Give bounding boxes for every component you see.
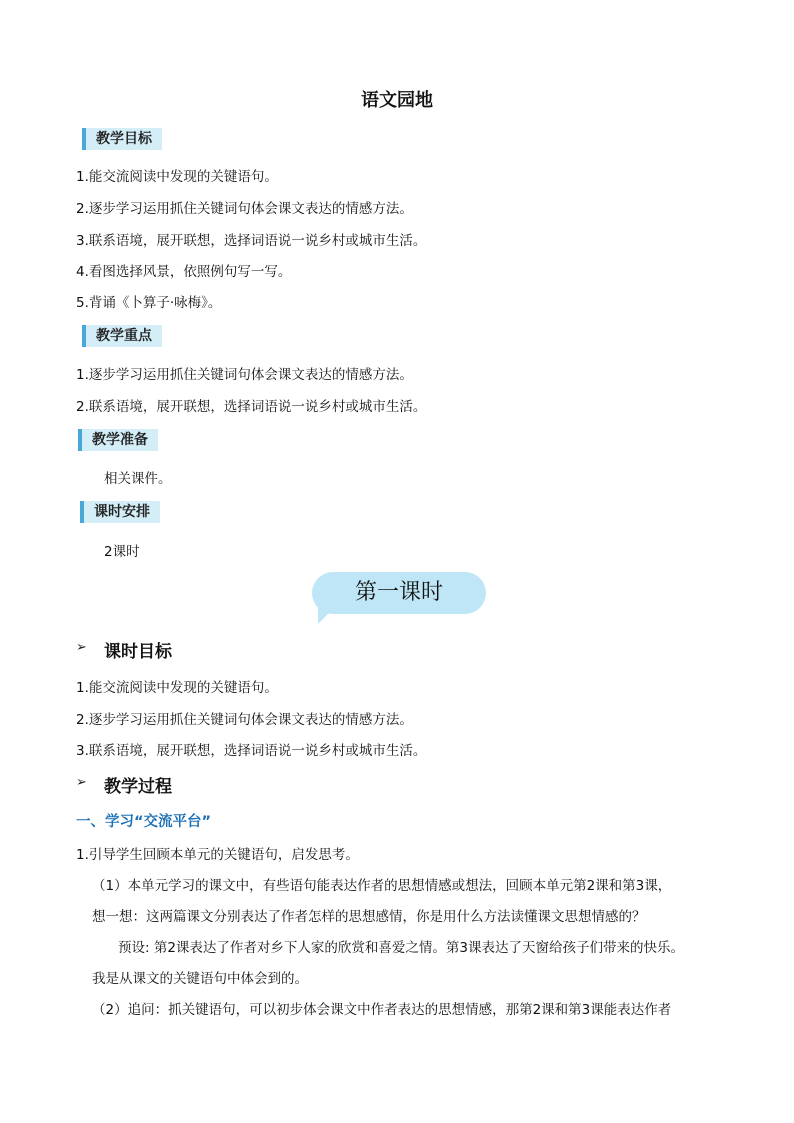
question-1-line-1: （1）本单元学习的课文中，有些语句能表达作者的思想情感或想法，回顾本单元第2课和第3课， [92, 878, 672, 894]
arrow-bullet-icon: ➢ [76, 775, 87, 790]
part-one-heading: 一、学习“交流平台” [76, 814, 212, 830]
goal-item-5: 5.背诵《卜算子·咏梅》。 [76, 295, 222, 311]
process-heading: 教学过程 [104, 777, 172, 797]
section-tag-prep: 教学准备 [78, 429, 158, 451]
section-tag-focus: 教学重点 [82, 325, 162, 347]
lesson-bubble-label: 第一课时 [312, 572, 486, 614]
focus-item-1: 1.逐步学习运用抓住关键词句体会课文表达的情感方法。 [76, 367, 413, 383]
objectives-heading: 课时目标 [104, 642, 172, 662]
question-1-line-2: 想一想：这两篇课文分别表达了作者怎样的思想感情，你是用什么方法读懂课文思想情感的？ [92, 909, 646, 925]
preset-line-2: 我是从课文的关键语句中体会到的。 [92, 971, 308, 987]
objective-item-2: 2.逐步学习运用抓住关键词句体会课文表达的情感方法。 [76, 712, 413, 728]
schedule-text: 2课时 [104, 544, 140, 560]
goal-item-3: 3.联系语境，展开联想，选择词语说一说乡村或城市生活。 [76, 233, 427, 249]
goal-item-4: 4.看图选择风景，依照例句写一写。 [76, 264, 292, 280]
objective-item-3: 3.联系语境，展开联想，选择词语说一说乡村或城市生活。 [76, 743, 427, 759]
goal-item-1: 1.能交流阅读中发现的关键语句。 [76, 169, 278, 185]
lesson-bubble [312, 572, 486, 628]
preset-line-1: 预设: 第2课表达了作者对乡下人家的欣赏和喜爱之情。第3课表达了天窗给孩子们带来的快乐。 [118, 940, 685, 956]
objective-item-1: 1.能交流阅读中发现的关键语句。 [76, 680, 278, 696]
focus-item-2: 2.联系语境，展开联想，选择词语说一说乡村或城市生活。 [76, 399, 427, 415]
step-1: 1.引导学生回顾本单元的关键语句，启发思考。 [76, 847, 359, 863]
arrow-bullet-icon: ➢ [76, 640, 87, 655]
section-tag-goals: 教学目标 [82, 128, 162, 150]
page-title: 语文园地 [361, 90, 433, 111]
goal-item-2: 2.逐步学习运用抓住关键词句体会课文表达的情感方法。 [76, 201, 413, 217]
prep-text: 相关课件。 [104, 471, 172, 487]
question-2-line-1: （2）追问：抓关键语句，可以初步体会课文中作者表达的思想情感，那第2课和第3课能表达作者 [92, 1002, 672, 1018]
section-tag-schedule: 课时安排 [80, 501, 160, 523]
